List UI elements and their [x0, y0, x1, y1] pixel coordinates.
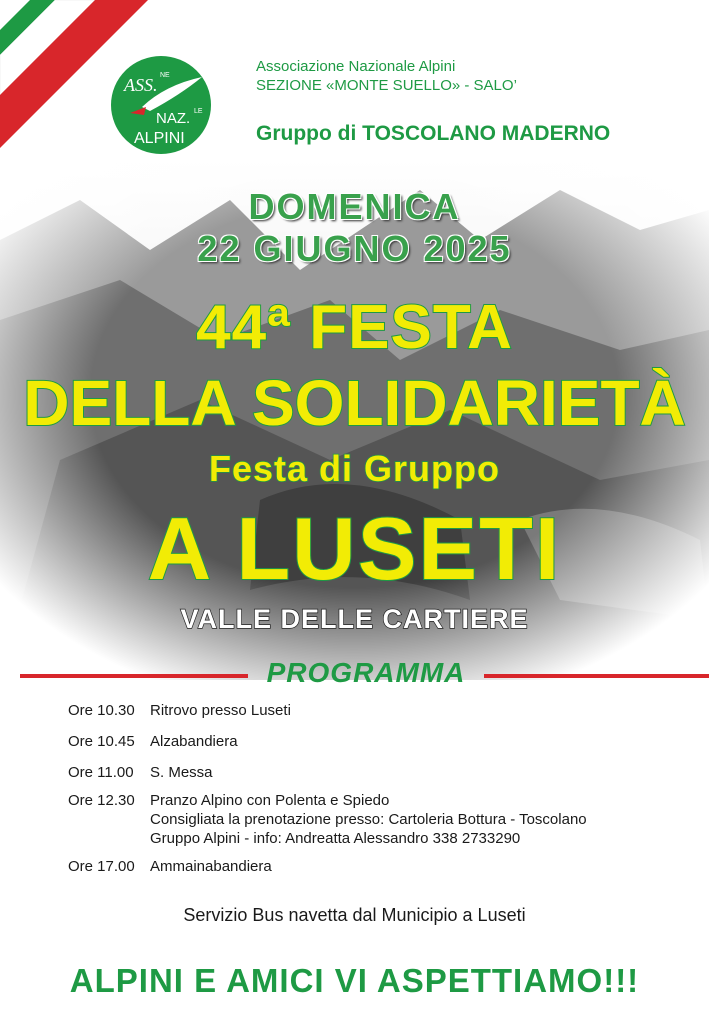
schedule-desc: Pranzo Alpino con Polenta e Spiedo: [150, 792, 390, 809]
svg-text:NE: NE: [160, 72, 170, 79]
event-day: DOMENICA: [248, 186, 461, 227]
event-date: 22 GIUGNO 2025: [197, 228, 512, 269]
event-place: A LUSETI: [147, 499, 562, 598]
schedule-desc: Ritrovo presso Luseti: [150, 702, 291, 719]
section-name: SEZIONE «MONTE SUELLO» - SALO’: [256, 77, 517, 94]
schedule-desc: Alzabandiera: [150, 733, 238, 750]
schedule-item: [68, 857, 688, 876]
divider-right: [484, 674, 709, 678]
schedule-item: [68, 701, 688, 720]
schedule-note: Consigliata la prenotazione presso: Cartoleria Bottura - Toscolano: [150, 811, 587, 828]
divider-left: [20, 674, 248, 678]
schedule-time: Ore 11.00: [68, 764, 134, 781]
event-title-line1: 44ª FESTA: [196, 293, 513, 362]
closing-slogan: ALPINI E AMICI VI ASPETTIAMO!!!: [69, 962, 640, 999]
svg-text:LE: LE: [194, 108, 203, 115]
bus-service-note: Servizio Bus navetta dal Municipio a Luseti: [183, 905, 526, 925]
schedule-item: [68, 732, 688, 751]
event-subtitle: Festa di Gruppo: [208, 448, 500, 489]
schedule-time: Ore 10.30: [68, 702, 135, 719]
event-title-line2: DELLA SOLIDARIETÀ: [23, 367, 686, 439]
schedule-item: [68, 791, 688, 848]
program-schedule: [68, 701, 688, 876]
association-name: Associazione Nazionale Alpini: [256, 58, 456, 75]
ana-logo: [110, 55, 212, 155]
schedule-desc: S. Messa: [150, 764, 213, 781]
schedule-time: Ore 10.45: [68, 733, 135, 750]
schedule-time: Ore 17.00: [68, 858, 135, 875]
schedule-time: Ore 12.30: [68, 792, 135, 809]
svg-text:ALPINI: ALPINI: [134, 130, 185, 147]
group-name: Gruppo di TOSCOLANO MADERNO: [256, 122, 611, 145]
schedule-desc: Ammainabandiera: [150, 858, 272, 875]
event-valley: VALLE DELLE CARTIERE: [180, 604, 529, 634]
svg-text:ASS.: ASS.: [124, 75, 158, 95]
svg-text:NAZ.: NAZ.: [156, 110, 191, 127]
program-heading: PROGRAMMA: [266, 657, 466, 688]
schedule-note: Gruppo Alpini - info: Andreatta Alessandro 338 2733290: [150, 830, 521, 847]
schedule-item: [68, 763, 688, 782]
